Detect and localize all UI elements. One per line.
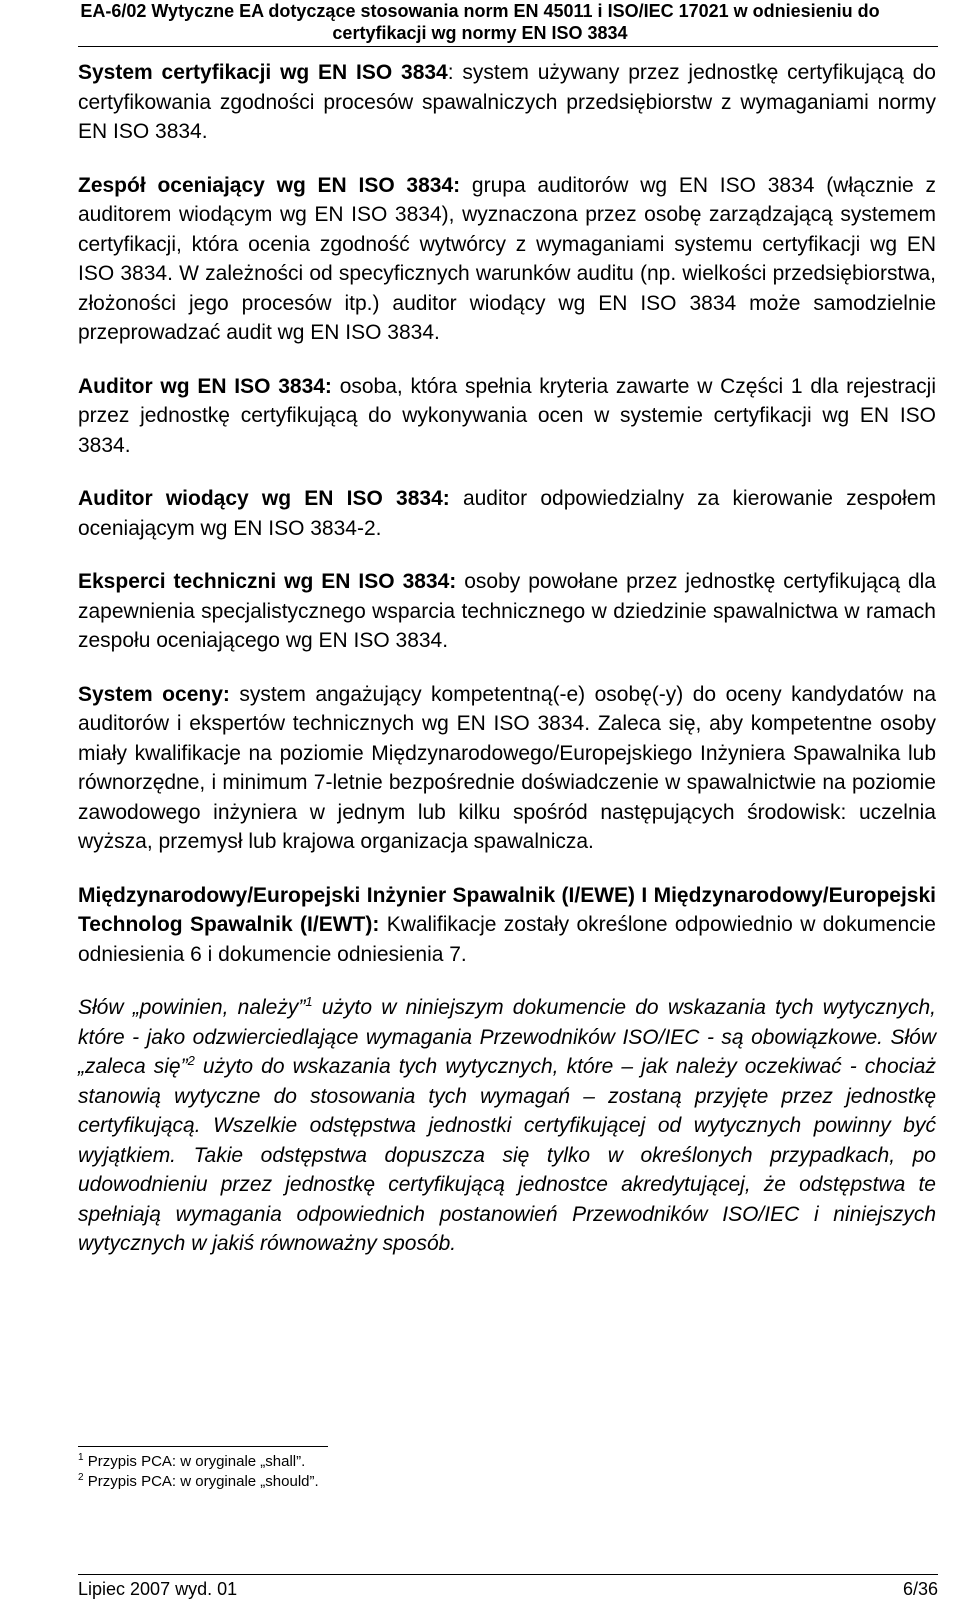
header-line-2: certyfikacji wg normy EN ISO 3834: [332, 23, 628, 43]
definition-text: auditor odpowiedzialny za kierowanie zespołem oceniającym wg EN ISO 3834-2.: [78, 487, 937, 540]
footnote-number: 1: [78, 1452, 84, 1463]
footnote-divider: [78, 1446, 328, 1447]
header-divider: [78, 46, 938, 47]
definition-assessment-team: [78, 171, 936, 348]
note-part-3: użyto do wskazania tych wytycznych, które – jak należy oczekiwać - chociaż stanowią wytyczne do stosowania tych wymagań – zostaną przyjęte przez jednostkę certyfikującą. Wszelkie odstępstwa jednostki certyfikującej od wytycznych powinny być wyjątkiem. Takie odstępstwa dopuszcza się tylko w określonych przypadkach, po udowodnieniu przez jednostkę certyfikującą jednostce akredytującej, że odstępstwa te spełniają wymagania odpowiednich postanowień Przewodników ISO/IEC i niniejszych wytycznych w jakiś równoważny sposób.: [78, 1055, 936, 1255]
definition-text: grupa auditorów wg EN ISO 3834 (włącznie z auditorem wiodącym wg EN ISO 3834), wyznaczona przez osobę zarządzającą systemem certyfikacji, która ocenia zgodność wytwórcy z wymaganiami systemu certyfikacji wg EN ISO 3834. W zależności od specyficznych warunków auditu (np. wielkości przedsiębiorstwa, złożoności jego procesów itp.) auditor wiodący wg EN ISO 3834 może samodzielnie przeprowadzać audit wg EN ISO 3834.: [78, 173, 936, 344]
definition-technical-experts: [78, 567, 936, 656]
definition-text: Kwalifikacje zostały określone odpowiednio w dokumencie odniesienia 6 i dokumencie odniesienia 7.: [78, 913, 936, 966]
definition-term: System oceny:: [78, 682, 230, 706]
definition-assessment-system: [78, 680, 936, 857]
note-part-1: Słów „powinien, należy”: [78, 996, 306, 1019]
footnote-text: Przypis PCA: w oryginale „shall”.: [87, 1453, 306, 1470]
definition-text: osoba, która spełnia kryteria zawarte w Części 1 dla rejestracji przez jednostkę certyfikującą do wykonywania ocen w systemie certyfikacji wg EN ISO 3834.: [78, 374, 936, 457]
definition-iwe-iwt: [78, 881, 936, 970]
footnote-ref-2: 2: [187, 1053, 195, 1068]
footnotes: [78, 1452, 319, 1492]
definition-lead-auditor: [78, 484, 936, 543]
definition-text: system angażujący kompetentną(-e) osobę(-y) do oceny kandydatów na auditorów i ekspertów technicznych wg EN ISO 3834. Zaleca się, aby kompetentne osoby miały kwalifikacje na poziomie Międzynarodowego/Europejskiego Inżyniera Spawalnika lub równorzędne, i minimum 7-letnie bezpośrednie doświadczenie w spawalnictwie na poziomie zawodowego inżyniera w jednym lub kilku spośród następujących środowisk: uczelnia wyższa, przemysł lub krajowa organizacja spawalnicza.: [78, 682, 936, 853]
definition-auditor: [78, 372, 936, 461]
footnote-2: [78, 1472, 319, 1492]
definition-text: : system używany przez jednostkę certyfikującą do certyfikowania zgodności procesów spawalniczych przedsiębiorstw z wymaganiami normy EN ISO 3834.: [78, 61, 936, 143]
definition-certification-system: [78, 58, 936, 147]
footnote-text: Przypis PCA: w oryginale „should”.: [87, 1473, 319, 1490]
note-part-2: użyto w niniejszym dokumencie do wskazania tych wytycznych, które - jako odzwierciedlające wymagania Przewodników ISO/IEC - są obowiązkowe. Słów „zaleca się”: [78, 996, 936, 1078]
definition-term: Międzynarodowy/Europejski Inżynier Spawalnik (I/EWE) I Międzynarodowy/Europejski Technolog Spawalnik (I/EWT):: [78, 883, 936, 936]
definition-term: Auditor wiodący wg EN ISO 3834:: [78, 487, 450, 510]
definition-term: Auditor wg EN ISO 3834:: [78, 374, 332, 398]
header-line-1: EA-6/02 Wytyczne EA dotyczące stosowania norm EN 45011 i ISO/IEC 17021 w odniesieniu do: [80, 1, 880, 21]
definition-term: System certyfikacji wg EN ISO 3834: [78, 61, 448, 84]
footer-date-edition: Lipiec 2007 wyd. 01: [78, 1579, 238, 1599]
footnote-number: 2: [78, 1472, 84, 1483]
page-header: [0, 0, 960, 44]
footer-divider: [78, 1574, 938, 1575]
footnote-1: [78, 1452, 319, 1472]
footnote-ref-1: 1: [305, 994, 313, 1009]
page-number: 6/36: [902, 1579, 938, 1599]
definition-term: Zespół oceniający wg EN ISO 3834:: [78, 173, 461, 197]
terminology-note: [78, 993, 936, 1259]
definition-text: osoby powołane przez jednostkę certyfikującą dla zapewnienia specjalistycznego wsparcia technicznego w dziedzinie spawalnictwa w ramach zespołu oceniającego wg EN ISO 3834.: [78, 570, 936, 652]
document-body: [78, 58, 936, 1283]
definition-term: Eksperci techniczni wg EN ISO 3834:: [78, 570, 457, 593]
